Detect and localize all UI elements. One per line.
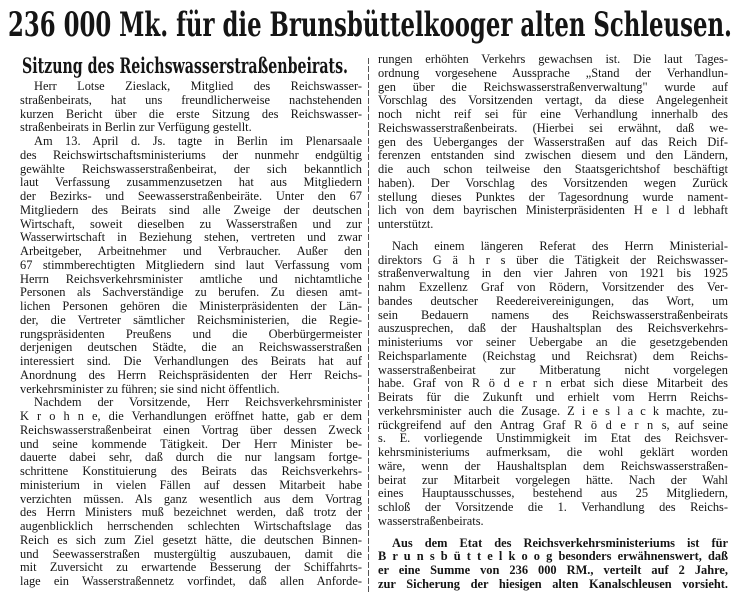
article-subtitle: Sitzung des Reichswasserstraßenbeirats. bbox=[22, 53, 348, 78]
column-divider bbox=[368, 58, 369, 593]
text-line: des Reichswirtschaftsministeriums der nunmehr endgültig bbox=[20, 148, 362, 162]
left-column bbox=[20, 52, 362, 589]
text-line: beirat zur Mitarbeit vorgelegen hätte. Nach der Wahl bbox=[378, 473, 728, 487]
text-line: gen des Ueberganges der Wasserstraßen auf das Reich Dif- bbox=[378, 135, 728, 149]
text-line: ministerium in vielen Fällen auf dessen Mitarbeit habe bbox=[20, 478, 362, 492]
text-line: die auch schon teilweise den Staatsgerichtshof beschäftigt bbox=[378, 163, 728, 176]
headline-container bbox=[8, 4, 732, 46]
text-line: K r o h n e, die Verhandlungen eröffnet hatte, gab er dem bbox=[20, 410, 362, 423]
headline: 236 000 Mk. für die Brunsbüttelkooger alten Schleusen. bbox=[8, 5, 732, 45]
text-line: gewählte Reichswasserstraßenbeirat, der sich bekanntlich bbox=[20, 162, 362, 176]
text-line: Herr Lotse Zieslack, Mitglied des Reichswasser- bbox=[34, 80, 362, 93]
text-line: gen über die Reichswasserstraßenverwaltung" wurde auf bbox=[378, 80, 728, 94]
text-line: Reichswasserstraßenbeirat einen Vortrag über dessen Zweck bbox=[20, 423, 362, 437]
text-line: und seine kommende Tätigkeit. Der Herr Minister be- bbox=[20, 437, 362, 451]
text-line: 67 stimmberechtigten Mitgliedern sind laut Verfassung vom bbox=[20, 258, 362, 272]
text-line: Am 13. April d. Js. tagte in Berlin im Plenarsaale bbox=[34, 135, 362, 148]
text-line: B r u n s b ü t t e l k o o g besonders erwähnenswert, daß bbox=[378, 550, 728, 564]
text-line: Mitgliedern des Beirats sind alle Zweige der deutschen bbox=[20, 203, 362, 217]
text-line: direktors G ä h r s über die Tätigkeit der Reichswasser- bbox=[378, 253, 728, 267]
text-line: nahm Exzellenz Graf von Rödern, Vorsitzender des Ver- bbox=[378, 281, 728, 294]
text-line: des Herrn Ministers muß bezeichnet werden, daß trotz der bbox=[20, 506, 362, 520]
right-column-body bbox=[378, 53, 728, 592]
text-line: und Seewasserstraßen mustergültig auszubauen, damit die bbox=[20, 547, 362, 561]
text-line: kehrsministeriums aufmerksam, die wohl geklärt worden bbox=[378, 446, 728, 459]
text-line: straßenbeirats, hat uns freundlicherweise nachstehenden bbox=[20, 93, 362, 107]
paragraph bbox=[20, 135, 362, 396]
paragraph bbox=[20, 80, 362, 135]
text-line: Nach einem längeren Referat des Herrn Ministerial- bbox=[392, 239, 728, 253]
text-line: der, die Vertreter sämtlicher Reichsministerien, die Regie- bbox=[20, 313, 362, 327]
paragraph bbox=[378, 240, 728, 529]
text-line: dauerte dabei sehr, daß durch die nur langsam fortge- bbox=[20, 451, 362, 465]
text-line: kurzen Bericht über die erste Sitzung des Reichswasser- bbox=[20, 107, 362, 121]
text-line: s. E. vorliegende Unstimmigkeit im Etat des Reichsver- bbox=[378, 432, 728, 446]
text-line: verzichten müssen. Als ganz wesentlich aus dem Vortrag bbox=[20, 492, 362, 506]
text-line: schrittene Konstituierung des Beirats das Reichsverkehrs- bbox=[20, 465, 362, 478]
text-line: laut Verfassung zusammenzusetzen hat aus Mitgliedern bbox=[20, 176, 362, 190]
text-line: rückgreifend auf den Antrag Graf R ö d e r n s, auf seine bbox=[378, 418, 728, 432]
text-line: lage ein Wasserstraßennetz vorfindet, daß allen Anforde- bbox=[20, 575, 362, 588]
text-line: augenblicklich herrschenden schlechten Wirtschaftslage das bbox=[20, 520, 362, 533]
text-line: wäre, wenn der Haushaltsplan dem Reichswasserstraßen- bbox=[378, 459, 728, 473]
text-line: rungen erhöhten Verkehrs gewachsen ist. Die laut Tages- bbox=[378, 53, 728, 66]
text-line: verkehrsminister auch die Zusage. Z i e s l a c k machte, zu- bbox=[378, 404, 728, 418]
text-line: ministeriums vor seiner Uebergabe an die gesetzgebenden bbox=[378, 336, 728, 349]
text-line: haben). Der Vorschlag des Vorsitzenden wegen Zurück bbox=[378, 176, 728, 190]
text-line: ordnung vorgesehene Aussprache „Stand der Verhandlun- bbox=[378, 66, 728, 80]
paragraph-gap bbox=[378, 529, 728, 537]
text-line: derjenigen deutschen Städte, die an Reichswasserstraßen bbox=[20, 341, 362, 355]
text-line: Anordnung des Herrn Reichspräsidenten der Herr Reichs- bbox=[20, 368, 362, 382]
text-line: auszusprechen, daß der Haushaltsplan des Reichsverkehrs- bbox=[378, 322, 728, 336]
text-line: Beirats für die Zukunft und erhielt vom Herrn Reichs- bbox=[378, 391, 728, 404]
text-line: wasserstraßenbeirats. bbox=[378, 514, 484, 528]
left-column-body bbox=[20, 80, 362, 589]
subtitle-container bbox=[22, 52, 348, 80]
text-line: eines Hauptausschusses, bestehend aus 25 Mitgliedern, bbox=[378, 487, 728, 501]
text-line: Reich es sich zum Ziel gesetzt hätte, die deutschen Binnen- bbox=[20, 533, 362, 547]
text-line: lich von dem bayrischen Ministerpräsidenten H e l d lebhaft bbox=[378, 204, 728, 218]
text-line: Reichswasserstraßenbeirats. (Hierbei sei erwähnt, daß we- bbox=[378, 121, 728, 135]
text-line: wasserstraßenbeirat zur Mitberatung nicht vorgelegen bbox=[378, 363, 728, 377]
paragraph bbox=[378, 53, 728, 232]
text-line: Wasserwirtschaft in Beziehung stehen, vertreten und zwar bbox=[20, 231, 362, 245]
text-line: ferenzen entstanden sind zwischen diesem und den Ländern, bbox=[378, 149, 728, 163]
text-line: habe. Graf von R ö d e r n erbat sich diese Mitarbeit des bbox=[378, 377, 728, 391]
text-line: er eine Summe von 236 000 RM., verteilt auf 2 Jahre, bbox=[378, 564, 728, 577]
text-line: lichen Personen gehören die Ministerpräsidenten der Län- bbox=[20, 300, 362, 313]
text-line: Nachdem der Vorsitzende, Herr Reichsverkehrsminister bbox=[34, 396, 362, 410]
paragraph bbox=[20, 396, 362, 589]
text-line: straßenverwaltung in den vier Jahren von 1921 bis 1925 bbox=[378, 267, 728, 281]
text-line: zur Sicherung der hiesigen alten Kanalschleusen vorsieht. bbox=[378, 577, 728, 591]
text-line: Vorschlag des Vorsitzenden vertagt, da diese Angelegenheit bbox=[378, 94, 728, 108]
text-line: Personen als Sachverständige zu berufen. Zu diesen amt- bbox=[20, 286, 362, 300]
text-line: rungspräsidenten Preußens und die Oberbürgermeister bbox=[20, 327, 362, 341]
text-line: Reichsparlamente (Reichstag und Reichsrat) dem Reichs- bbox=[378, 349, 728, 363]
right-column bbox=[378, 53, 728, 592]
paragraph bbox=[378, 537, 728, 592]
paragraph-gap bbox=[378, 232, 728, 240]
text-line: mit Zuversicht zu erwartende Besserung der Schiffahrts- bbox=[20, 561, 362, 575]
text-line: der Bezirks- und Seewasserstraßenbeiräte. Unter den 67 bbox=[20, 190, 362, 203]
text-line: noch nicht reif sei für eine Verhandlung innerhalb des bbox=[378, 108, 728, 121]
text-line: straßenbeirats in Berlin zur Verfügung gestellt. bbox=[20, 121, 252, 135]
text-line: sein Bedauern namens des Reichswasserstraßenbeirats bbox=[378, 308, 728, 322]
text-line: verkehrsminister zu führen; sie sind nicht öffentlich. bbox=[20, 382, 280, 396]
text-line: Aus dem Etat des Reichsverkehrsministeriums ist für bbox=[392, 536, 728, 550]
text-line: unterstützt. bbox=[378, 218, 434, 231]
text-line: interessiert sind. Die Verhandlungen des Beirats hat auf bbox=[20, 355, 362, 368]
text-line: Wirtschaft, soweit dieselben zu Wasserstraßen und zur bbox=[20, 217, 362, 231]
text-line: stellung dieses Punktes der Tagesordnung wurde nament- bbox=[378, 190, 728, 204]
text-line: Herrn Reichsverkehrsminister amtliche und nichtamtliche bbox=[20, 272, 362, 286]
text-line: Arbeitgeber, Arbeitnehmer und Verbraucher. Außer den bbox=[20, 245, 362, 258]
text-line: bandes deutscher Reedereivereinigungen, das Wort, um bbox=[378, 294, 728, 308]
text-line: schloß der Vorsitzende die 1. Verhandlung des Reichs- bbox=[378, 501, 728, 514]
